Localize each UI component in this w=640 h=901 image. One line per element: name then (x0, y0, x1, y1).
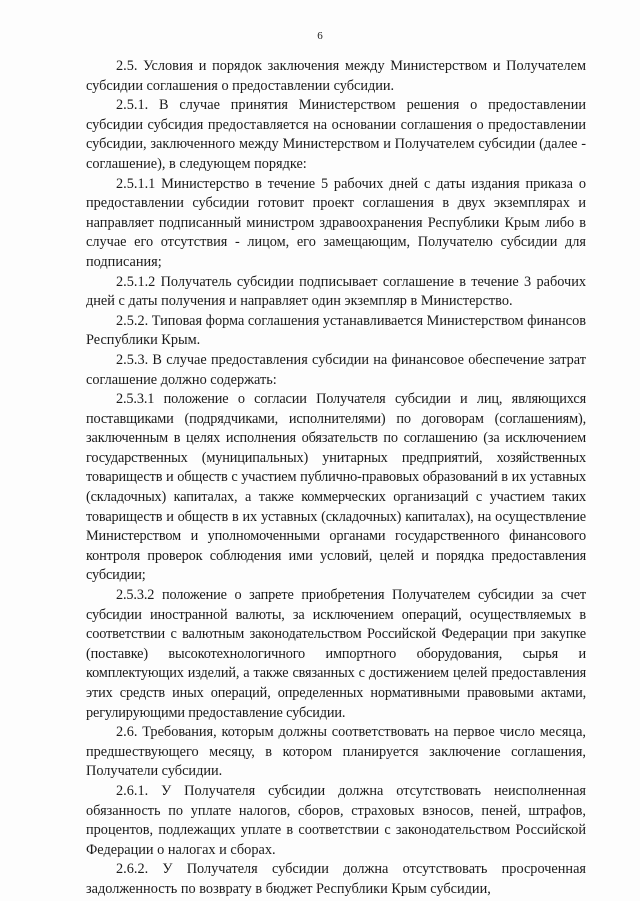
paragraph-2-5-3: 2.5.3. В случае предоставления субсидии на финансовое обеспечение затрат соглашение должно содержать: (86, 351, 586, 388)
paragraph-2-5: 2.5. Условия и порядок заключения между Министерством и Получателем субсидии соглашения о предоставлении субсидии. (86, 58, 586, 94)
paragraph-2-5-1: 2.5.1. В случае принятия Министерством решения о предоставлении субсидии субсидия предоставляется на основании соглашения о предоставлении субсидии, заключенного между Министерством и Получателем субсидии (далее - соглашение), в следующем порядке: (86, 97, 586, 172)
paragraph-2-6-2: 2.6.2. У Получателя субсидии должна отсутствовать просроченная задолженность по возврату в бюджет Республики Крым субсидии, (86, 861, 586, 897)
paragraph-2-5-3-2: 2.5.3.2 положение о запрете приобретения Получателем субсидии за счет субсидии иностранной валюты, за исключением операций, осуществляемых в соответствии с валютным законодательством Российской Федерации при закупке (поставке) высокотехнологичного импортного оборудования, сырья и комплектующих изделий, а также связанных с достижением целей предоставления этих средств иных операций, определенных нормативными правовыми актами, регулирующими предоставление субсидии. (86, 587, 586, 721)
page-number: 6 (317, 30, 323, 42)
paragraph-2-6-1: 2.6.1. У Получателя субсидии должна отсутствовать неисполненная обязанность по уплате налогов, сборов, страховых взносов, пеней, штрафов, процентов, подлежащих уплате в соответствии с законодательством Российской Федерации о налогах и сборах. (86, 782, 586, 858)
paragraph-2-5-1-1: 2.5.1.1 Министерство в течение 5 рабочих дней с даты издания приказа о предоставлении субсидии готовит проект соглашения в двух экземплярах и направляет подписанный министром здравоохранения Республики Крым либо в случае его отсутствия - лицом, его замещающим, Получателю субсидии для подписания; (86, 175, 586, 270)
paragraph-2-5-3-1: 2.5.3.1 положение о согласии Получателя субсидии и лиц, являющихся поставщиками (подрядчиками, исполнителями) по договорам (соглашениям), заключенным в целях исполнения обязательств по соглашению (за исключением государственных (муниципальных) унитарных предприятий, хозяйственных товариществ и обществ с участием публично-правовых образований в их уставных (складочных) капиталах, а также коммерческих организаций с участием таких товариществ и обществ в их уставных (складочных) капиталах), на осуществление Министерством и уполномоченными органами государственного финансового контроля проверок соблюдения ими условий, целей и порядка предоставления субсидии; (86, 391, 586, 584)
paragraph-2-5-1-2: 2.5.1.2 Получатель субсидии подписывает соглашение в течение 3 рабочих дней с даты получения и направляет один экземпляр в Министерство. (86, 273, 586, 310)
document-body (86, 57, 586, 900)
paragraph-2-6: 2.6. Требования, которым должны соответствовать на первое число месяца, предшествующего месяцу, в котором планируется заключение соглашения, Получатели субсидии. (86, 724, 586, 780)
paragraph-2-5-2: 2.5.2. Типовая форма соглашения устанавливается Министерством финансов Республики Крым. (86, 312, 586, 349)
